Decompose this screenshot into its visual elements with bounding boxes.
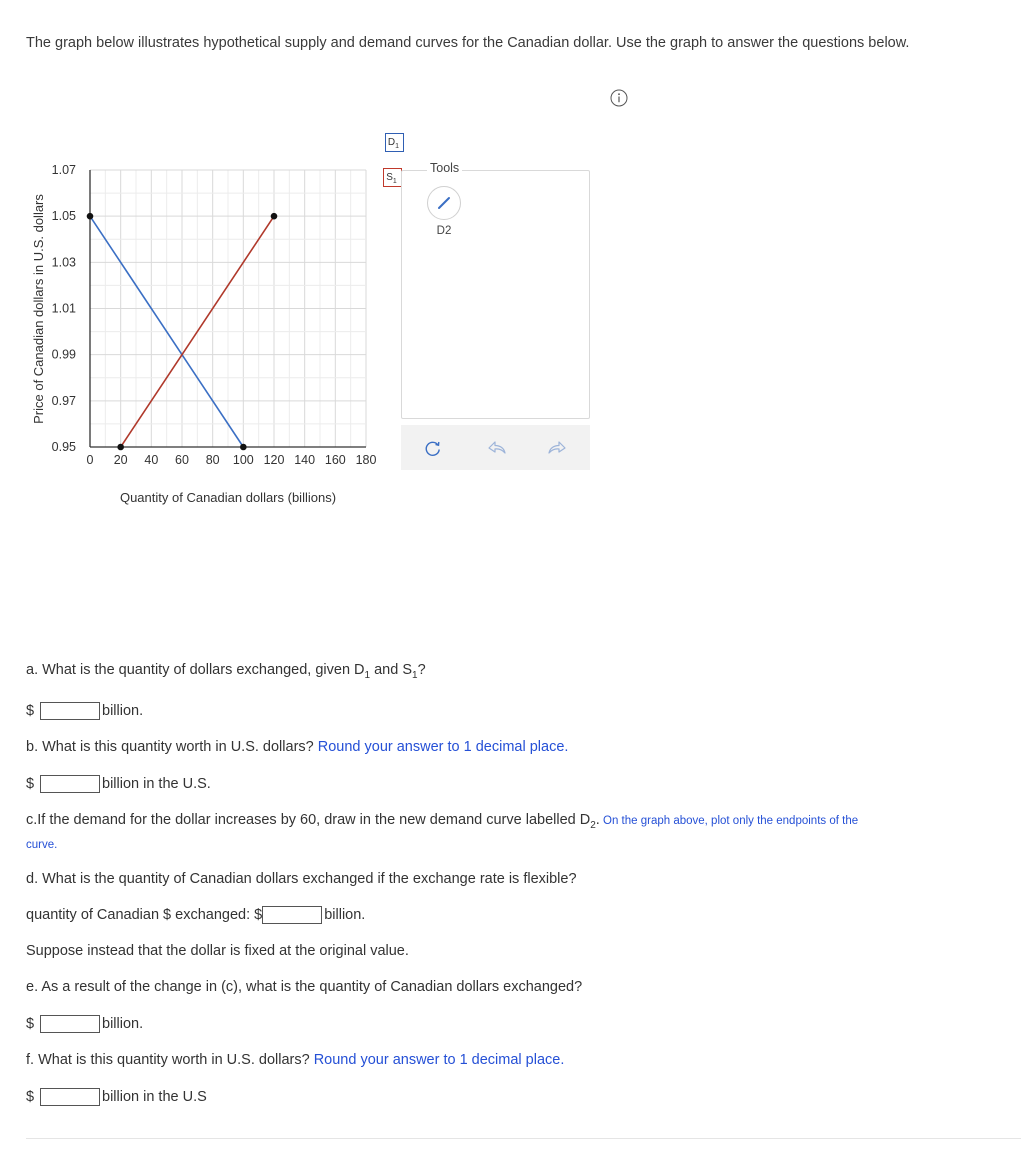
answer-a-row <box>26 702 143 720</box>
info-icon[interactable] <box>610 89 628 107</box>
question-c-dot: . <box>595 812 600 828</box>
x-tick-label: 80 <box>205 453 220 467</box>
y-tick-label: 1.03 <box>51 255 76 270</box>
y-tick-label: 0.97 <box>51 393 76 408</box>
x-axis-label: Quantity of Canadian dollars (billions) <box>119 490 337 505</box>
intro-text: The graph below illustrates hypothetical supply and demand curves for the Canadian dollar. Use the graph to answer the questions below. <box>26 35 910 51</box>
question-a-sub1: 1 <box>364 669 371 681</box>
dollar-sign: $ <box>26 1015 35 1032</box>
d2-line-tool-button[interactable] <box>427 186 461 220</box>
answer-d-unit: billion. <box>324 906 366 923</box>
s1-endpoint <box>271 213 278 220</box>
question-c-hint-line2 <box>26 836 57 852</box>
question-f-text: f. What is this quantity worth in U.S. dollars? <box>26 1052 314 1068</box>
answer-e-input[interactable] <box>40 1015 100 1033</box>
answer-f-unit: billion in the U.S <box>102 1088 207 1105</box>
y-axis-label: Price of Canadian dollars in U.S. dollars <box>31 194 46 424</box>
legend-d1-label: D <box>387 137 396 148</box>
d2-tool-label: D2 <box>436 225 452 237</box>
y-tick-label: 1.01 <box>51 301 76 316</box>
legend-d1-sub: 1 <box>395 143 400 150</box>
answer-a-unit: billion. <box>102 702 144 719</box>
y-tick-label: 0.95 <box>51 440 76 454</box>
d1-endpoint <box>87 213 94 220</box>
y-tick-label: 0.99 <box>51 347 76 362</box>
x-tick-label: 100 <box>232 453 254 467</box>
x-tick-labels <box>87 453 377 467</box>
question-c-hint2: curve. <box>26 839 58 851</box>
pencil-icon <box>428 187 460 219</box>
question-b <box>26 739 568 755</box>
chart-grid <box>90 170 366 447</box>
question-a-end: ? <box>417 662 426 678</box>
x-tick-label: 60 <box>175 453 189 467</box>
question-b-round: Round your answer to 1 decimal place. <box>317 739 569 755</box>
question-c-sub: 2 <box>590 819 596 831</box>
y-tick-labels <box>52 163 76 454</box>
suppose-text: Suppose instead that the dollar is fixed at the original value. <box>26 943 409 959</box>
x-tick-label: 140 <box>294 453 316 467</box>
answer-f-row <box>26 1088 207 1106</box>
question-a-mid: and S <box>370 662 413 678</box>
answer-d-label: quantity of Canadian $ exchanged: $ <box>26 906 263 923</box>
legend-d1[interactable] <box>385 133 404 152</box>
y-tick-label: 1.07 <box>51 163 76 177</box>
question-a-sub2: 1 <box>412 669 418 681</box>
footer-divider <box>26 1138 1021 1139</box>
question-a <box>26 662 426 681</box>
x-tick-label: 160 <box>324 453 346 467</box>
answer-b-row <box>26 775 211 793</box>
supply-demand-chart[interactable] <box>0 120 400 520</box>
x-tick-label: 0 <box>86 453 94 467</box>
tools-title: Tools <box>427 161 462 175</box>
question-c-hint: On the graph above, plot only the endpoints of the <box>599 815 859 827</box>
question-e: e. As a result of the change in (c), what is the quantity of Canadian dollars exchanged? <box>26 979 583 995</box>
answer-a-input[interactable] <box>40 702 100 720</box>
x-tick-label: 120 <box>263 453 285 467</box>
question-b-text: b. What is this quantity worth in U.S. dollars? <box>26 739 318 755</box>
x-tick-label: 20 <box>113 453 128 467</box>
x-tick-label: 40 <box>144 453 159 467</box>
answer-d-input[interactable] <box>262 906 322 924</box>
dollar-sign: $ <box>26 702 35 719</box>
question-f <box>26 1052 564 1068</box>
question-f-round: Round your answer to 1 decimal place. <box>313 1052 565 1068</box>
y-tick-label: 1.05 <box>51 209 76 224</box>
reset-icon[interactable] <box>422 437 444 459</box>
undo-icon[interactable] <box>486 437 508 459</box>
answer-b-input[interactable] <box>40 775 100 793</box>
legend-s1-label: S <box>386 172 393 183</box>
question-d: d. What is the quantity of Canadian dollars exchanged if the exchange rate is flexible? <box>26 871 577 887</box>
answer-e-row <box>26 1015 143 1033</box>
answer-d-row <box>26 906 365 924</box>
answer-e-unit: billion. <box>102 1015 144 1032</box>
dollar-sign: $ <box>26 775 35 792</box>
dollar-sign: $ <box>26 1088 35 1105</box>
s1-endpoint <box>117 444 124 451</box>
redo-icon[interactable] <box>546 437 568 459</box>
question-c <box>26 812 858 831</box>
legend-s1-sub: 1 <box>392 178 397 185</box>
answer-b-unit: billion in the U.S. <box>102 775 211 792</box>
question-c-text: c.If the demand for the dollar increases by 60, draw in the new demand curve labelled D <box>26 812 591 828</box>
d1-endpoint <box>240 444 247 451</box>
x-tick-label: 180 <box>355 453 377 467</box>
answer-f-input[interactable] <box>40 1088 100 1106</box>
legend-s1[interactable] <box>383 168 402 187</box>
question-a-text: a. What is the quantity of dollars exchanged, given D <box>26 662 365 678</box>
